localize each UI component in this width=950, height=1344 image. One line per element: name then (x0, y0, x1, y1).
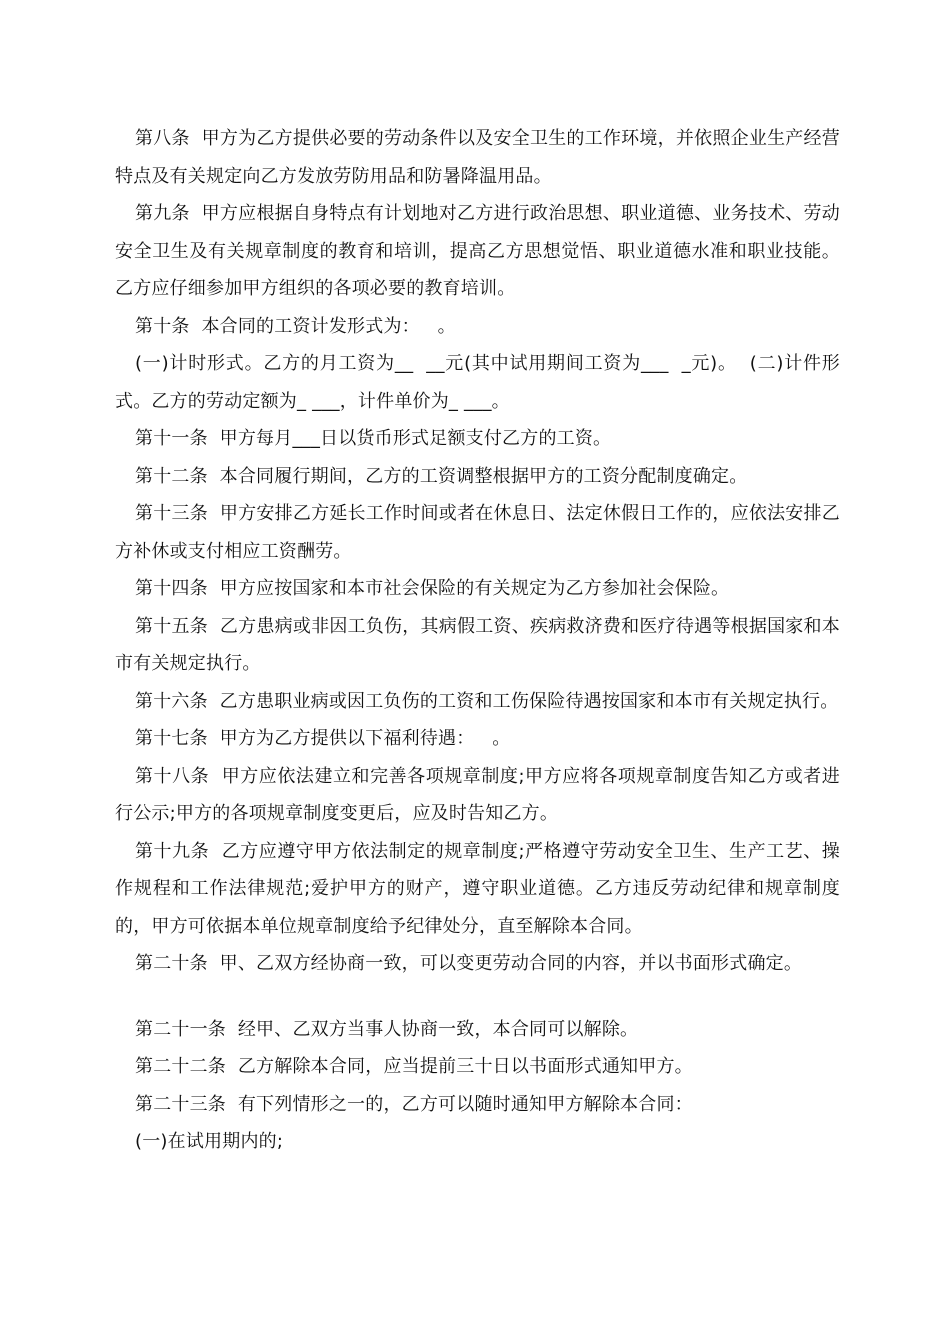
article-23: 第二十三条 有下列情形之一的，乙方可以随时通知甲方解除本合同： (135, 1093, 693, 1115)
article-10: 第十条 本合同的工资计发形式为： 。 (135, 315, 456, 337)
article-19: 第十九条 乙方应遵守甲方依法制定的规章制度;严格遵守劳动安全卫生、生产工艺、操作规程和工作法律规范;爱护甲方的财产，遵守职业道德。乙方违反劳动纪律和规章制度的，甲方可依据本单位规章制度给予纪律处分，直至解除本合同。 (115, 840, 840, 937)
article-15: 第十五条 乙方患病或非因工负伤，其病假工资、疾病救济费和医疗待遇等根据国家和本市有关规定执行。 (115, 615, 840, 674)
article-17: 第十七条 甲方为乙方提供以下福利待遇： 。 (135, 728, 511, 749)
article-9: 第九条 甲方应根据自身特点有计划地对乙方进行政治思想、职业道德、业务技术、劳动安全卫生及有关规章制度的教育和培训，提高乙方思想觉悟、职业道德水准和职业技能。 乙方应仔细参加甲方组织的各项必要的教育培训。 (115, 203, 852, 299)
article-20: 第二十条 甲、乙双方经协商一致，可以变更劳动合同的内容，并以书面形式确定。 (135, 953, 803, 974)
article-18: 第十八条 甲方应依法建立和完善各项规章制度;甲方应将各项规章制度告知乙方或者进行公示;甲方的各项规章制度变更后，应及时告知乙方。 (115, 765, 840, 824)
article-11: 第十一条 甲方每月___日以货币形式足额支付乙方的工资。 (135, 428, 612, 449)
document-body (115, 120, 852, 1161)
article-21: 第二十一条 经甲、乙双方当事人协商一致，本合同可以解除。 (135, 1018, 639, 1040)
section-gap (115, 983, 840, 1011)
article-8: 第八条 甲方为乙方提供必要的劳动条件以及安全卫生的工作环境，并依照企业生产经营特点及有关规定向乙方发放劳防用品和防暑降温用品。 (115, 128, 840, 187)
article-22: 第二十二条 乙方解除本合同，应当提前三十日以书面形式通知甲方。 (135, 1056, 693, 1077)
article-10-wage-forms: (一)计时形式。乙方的月工资为__ __元(其中试用期间工资为___ _元)。 (二)计件形式。乙方的劳动定额为_ ___，计件单价为_ ___。 (115, 353, 840, 412)
article-12: 第十二条 本合同履行期间，乙方的工资调整根据甲方的工资分配制度确定。 (135, 465, 748, 487)
article-16: 第十六条 乙方患职业病或因工负伤的工资和工伤保险待遇按国家和本市有关规定执行。 (135, 690, 839, 712)
article-23-item-1: (一)在试用期内的; (135, 1131, 284, 1152)
article-14: 第十四条 甲方应按国家和本市社会保险的有关规定为乙方参加社会保险。 (135, 578, 730, 599)
article-13: 第十三条 甲方安排乙方延长工作时间或者在休息日、法定休假日工作的，应依法安排乙方补休或支付相应工资酬劳。 (115, 503, 840, 562)
